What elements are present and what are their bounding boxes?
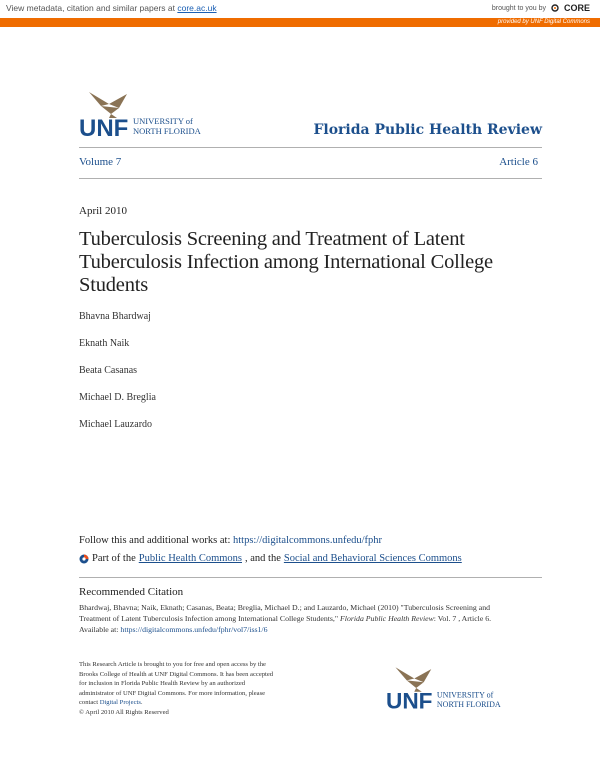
article-title: Tuberculosis Screening and Treatment of Latent Tuberculosis Infection among International College Students bbox=[79, 228, 493, 296]
core-provided-bar: provided by UNF Digital Commons bbox=[0, 18, 600, 27]
core-logo[interactable]: CORE bbox=[563, 3, 590, 13]
svg-text:NORTH FLORIDA: NORTH FLORIDA bbox=[436, 699, 501, 709]
header-rule-top bbox=[79, 147, 542, 148]
author: Michael Lauzardo bbox=[79, 419, 153, 430]
header-rule-bottom bbox=[79, 178, 542, 179]
journal-title[interactable]: Florida Public Health Review bbox=[313, 122, 542, 138]
follow-line: Follow this and additional works at: https://digitalcommons.unfedu/fphr bbox=[79, 535, 383, 546]
core-logo-icon bbox=[550, 3, 560, 13]
author: Michael D. Breglia bbox=[79, 392, 156, 403]
public-health-commons-link[interactable]: Public Health Commons bbox=[138, 553, 242, 564]
access-statement: This Research Article is brought to you for free and open access by the Brooks College of Health at UNF Digital Commons. It has been accepted for inclusion in Florida Public Health Review by an authorized administrator of UNF Digital Commons. For more information, please contact Digital Projects. © April 2010 All Rights Reserved bbox=[79, 661, 274, 716]
social-behavioral-commons-link[interactable]: Social and Behavioral Sciences Commons bbox=[283, 553, 462, 564]
core-metadata-text: View metadata, citation and similar papers at core.ac.uk bbox=[6, 3, 217, 13]
logo-unf-text: UNF bbox=[79, 115, 129, 142]
core-link[interactable]: core.ac.uk bbox=[177, 3, 217, 13]
digital-projects-link[interactable]: Digital Projects bbox=[99, 699, 141, 706]
logo-line1: UNIVERSITY of bbox=[133, 116, 193, 126]
core-brought-by: brought to you by CORE bbox=[491, 3, 590, 13]
citation-body: Bhardwaj, Bhavna; Naik, Eknath; Casanas, Beata; Breglia, Michael D.; and Lauzardo, Michael (2010) "Tuberculosis Screening and Treatment of Latent Tuberculosis Infection among International College Students," Florida Public Health Review: Vol. 7 , Article 6. Available at: https://digitalcommons.unfedu/fphr/vol7/iss1/6 bbox=[79, 603, 492, 634]
author: Beata Casanas bbox=[79, 365, 138, 376]
partof-line: Part of the Public Health Commons , and the Social and Behavioral Sciences Commons bbox=[79, 553, 462, 564]
author-list bbox=[79, 312, 156, 447]
core-banner bbox=[0, 0, 600, 19]
logo-line2: NORTH FLORIDA bbox=[133, 126, 201, 136]
cover-header bbox=[79, 84, 542, 144]
unf-logo bbox=[79, 84, 219, 142]
network-icon bbox=[79, 554, 89, 564]
svg-text:UNIVERSITY of: UNIVERSITY of bbox=[436, 690, 494, 700]
author: Bhavna Bhardwaj bbox=[79, 311, 151, 322]
volume-link[interactable]: Volume 7 bbox=[79, 156, 122, 168]
unf-logo-footer bbox=[386, 658, 518, 716]
citation-url-link[interactable]: https://digitalcommons.unfedu/fphr/vol7/iss1/6 bbox=[120, 625, 268, 634]
author: Eknath Naik bbox=[79, 338, 130, 349]
citation-heading: Recommended Citation bbox=[79, 586, 184, 598]
publication-date: April 2010 bbox=[79, 205, 127, 217]
article-link[interactable]: Article 6 bbox=[499, 156, 538, 168]
citation-rule bbox=[79, 577, 542, 578]
svg-text:UNF: UNF bbox=[386, 688, 433, 714]
follow-url-link[interactable]: https://digitalcommons.unfedu/fphr bbox=[233, 535, 383, 546]
